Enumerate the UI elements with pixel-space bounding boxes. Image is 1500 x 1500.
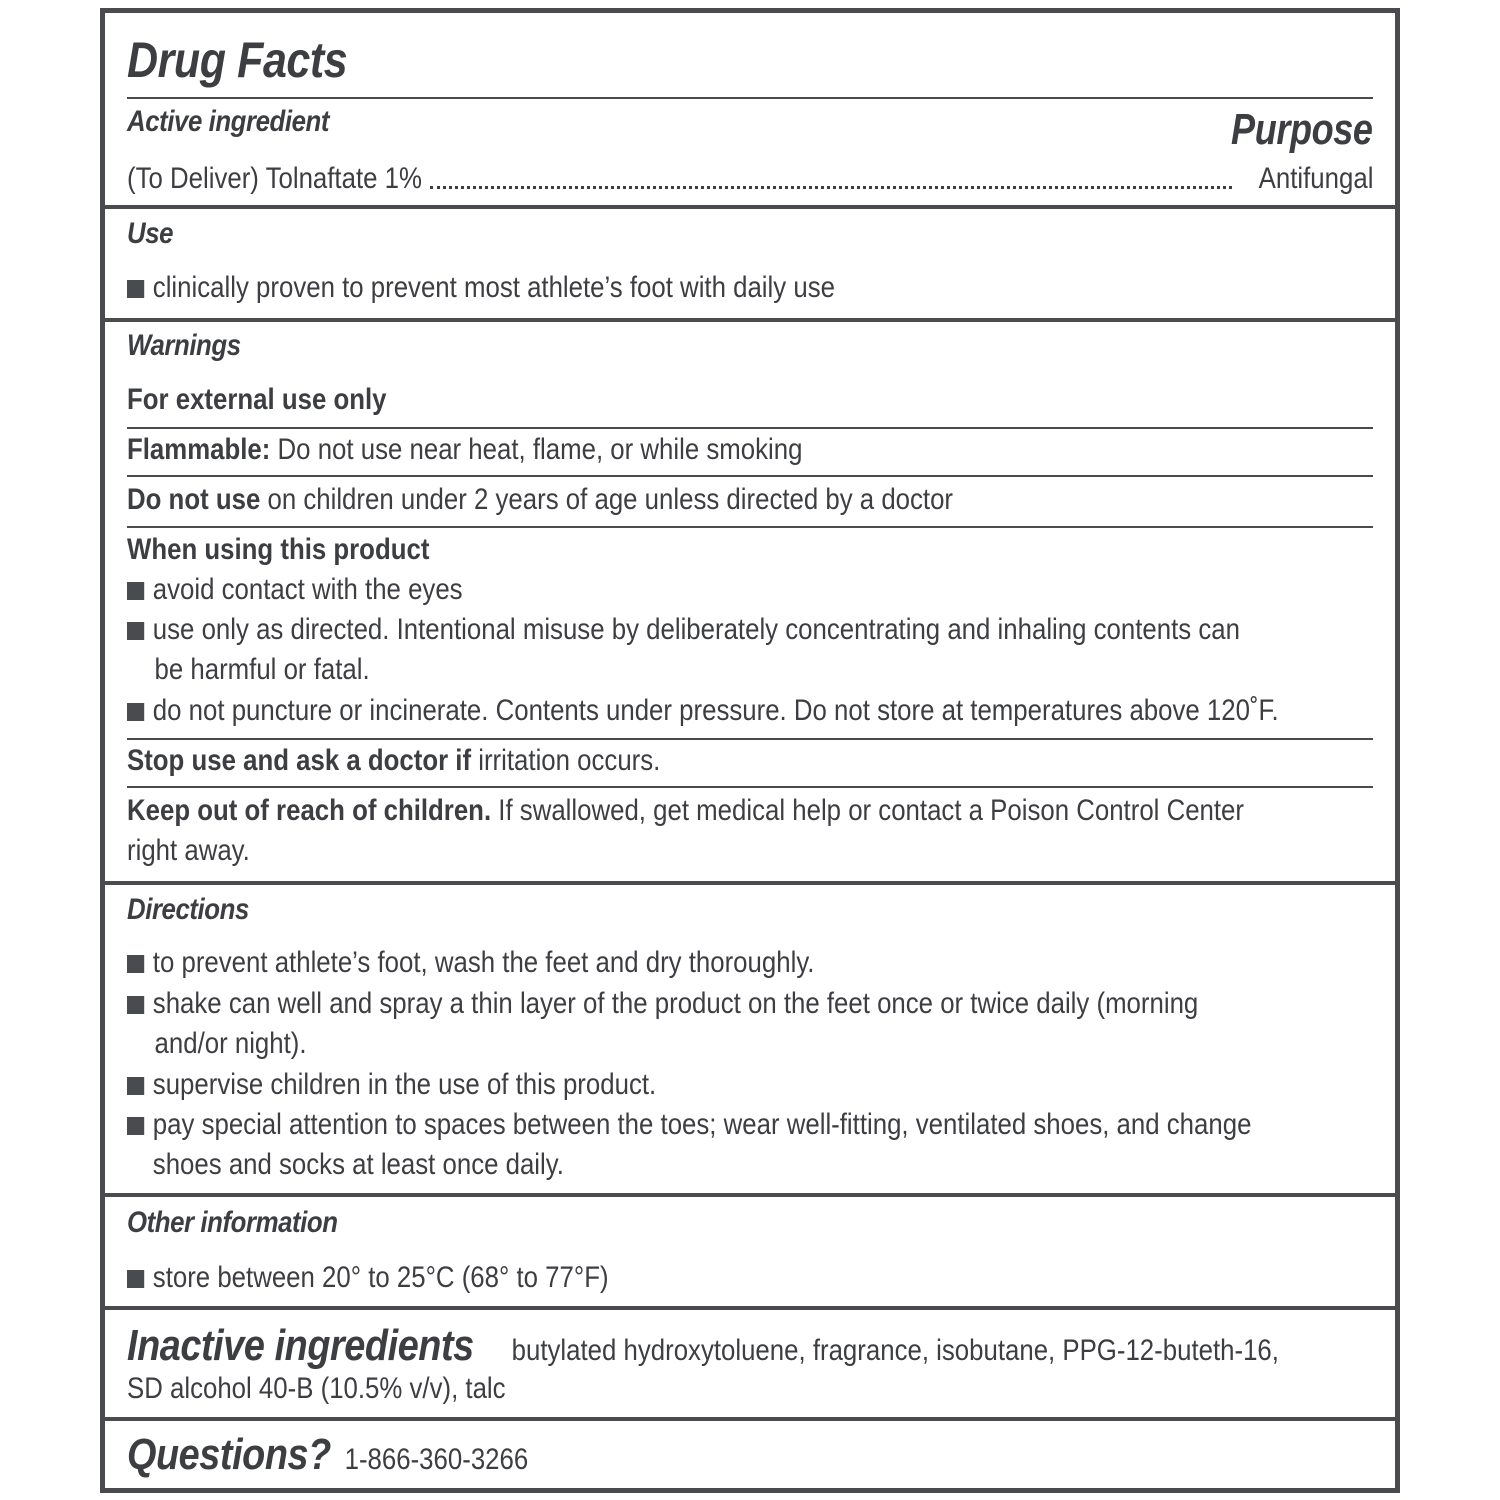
active-ingredient-name: (To Deliver) Tolnaftate 1% [127,162,422,195]
when-using-item [127,573,1199,607]
warnings-rule [127,475,1373,477]
use-item-text: clinically proven to prevent most athlete’s foot with daily use [152,271,835,304]
direction-item-continued: shoes and socks at least once daily. [152,1148,564,1181]
bullet-icon [127,955,144,973]
do-not-use-text: on children under 2 years of age unless directed by a doctor [260,483,954,516]
inactive-ingredients-row [127,1321,1279,1371]
bullet-icon [127,622,144,640]
keep-out-warning [127,794,1245,828]
warnings-rule [127,786,1373,788]
flammable-label: Flammable: [127,433,271,466]
keep-out-text-continued: right away. [127,834,250,867]
do-not-use-warning [127,483,1199,517]
when-using-item-text: avoid contact with the eyes [152,573,463,606]
inactive-ingredients-text: butylated hydroxytoluene, fragrance, isobutane, PPG-12-buteth-16, [511,1334,1279,1367]
external-use-text: For external use only [127,383,387,416]
direction-item [127,1108,1252,1142]
warnings-rule [127,427,1373,429]
questions-phone: 1-866-360-3266 [344,1443,529,1476]
stop-use-text: irritation occurs. [471,744,661,777]
direction-item [127,946,1199,980]
questions-heading: Questions? [127,1430,331,1479]
inactive-ingredients-text-continued: SD alcohol 40-B (10.5% v/v), talc [127,1372,506,1405]
section-rule [105,881,1395,885]
direction-item-text: to prevent athlete’s foot, wash the feet and dry thoroughly. [152,946,815,979]
bullet-icon [127,280,144,298]
other-information-heading: Other information [127,1206,338,1239]
warnings-rule [127,738,1373,740]
drug-facts-panel [100,8,1400,1493]
when-using-item-continued: be harmful or fatal. [154,653,370,686]
section-rule [105,1193,1395,1197]
active-ingredient-heading: Active ingredient [127,105,330,138]
leader-dots [430,166,1232,189]
bullet-icon [127,1270,144,1288]
stop-use-warning [127,744,1199,778]
use-heading: Use [127,217,174,250]
section-rule [105,1306,1395,1310]
keep-out-text: If swallowed, get medical help or contact a Poison Control Center [491,794,1245,827]
section-rule [105,1417,1395,1421]
bullet-icon [127,703,144,721]
when-using-item [127,613,1240,647]
stop-use-label: Stop use and ask a doctor if [127,744,472,777]
other-information-text: store between 20° to 25°C (68° to 77°F) [152,1261,609,1294]
directions-heading: Directions [127,893,249,926]
section-rule [105,318,1395,322]
do-not-use-label: Do not use [127,483,261,516]
direction-item-text: shake can well and spray a thin layer of the product on the feet once or twice daily (morning [152,987,1199,1020]
keep-out-label: Keep out of reach of children. [127,794,492,827]
when-using-heading: When using this product [127,533,430,566]
section-rule [105,205,1395,209]
bullet-icon [127,996,144,1014]
when-using-item-text: use only as directed. Intentional misuse by deliberately concentrating and inhaling contents can [152,613,1240,646]
other-information-item [127,1261,1199,1295]
flammable-warning [127,433,1199,467]
direction-item-text: pay special attention to spaces between the toes; wear well-fitting, ventilated shoes, and change [152,1108,1252,1141]
warnings-rule [127,526,1373,528]
flammable-text: Do not use near heat, flame, or while smoking [270,433,803,466]
direction-item-continued: and/or night). [154,1027,307,1060]
when-using-item-text: do not puncture or incinerate. Contents under pressure. Do not store at temperatures above 120˚F. [152,694,1279,727]
direction-item [127,1068,1199,1102]
questions-row [127,1430,1199,1480]
when-using-item [127,694,1279,728]
bullet-icon [127,1077,144,1095]
use-item [127,271,1199,305]
bullet-icon [127,1117,144,1135]
purpose-value: Antifungal [1258,162,1373,195]
warnings-heading: Warnings [127,329,241,362]
direction-item [127,987,1199,1021]
direction-item-text: supervise children in the use of this product. [152,1068,657,1101]
purpose-heading: Purpose [1231,105,1373,154]
bullet-icon [127,582,144,600]
inactive-ingredients-heading: Inactive ingredients [127,1321,474,1370]
active-ingredient-row [127,159,1373,199]
title-rule [127,97,1373,99]
drug-facts-title: Drug Facts [127,32,348,88]
